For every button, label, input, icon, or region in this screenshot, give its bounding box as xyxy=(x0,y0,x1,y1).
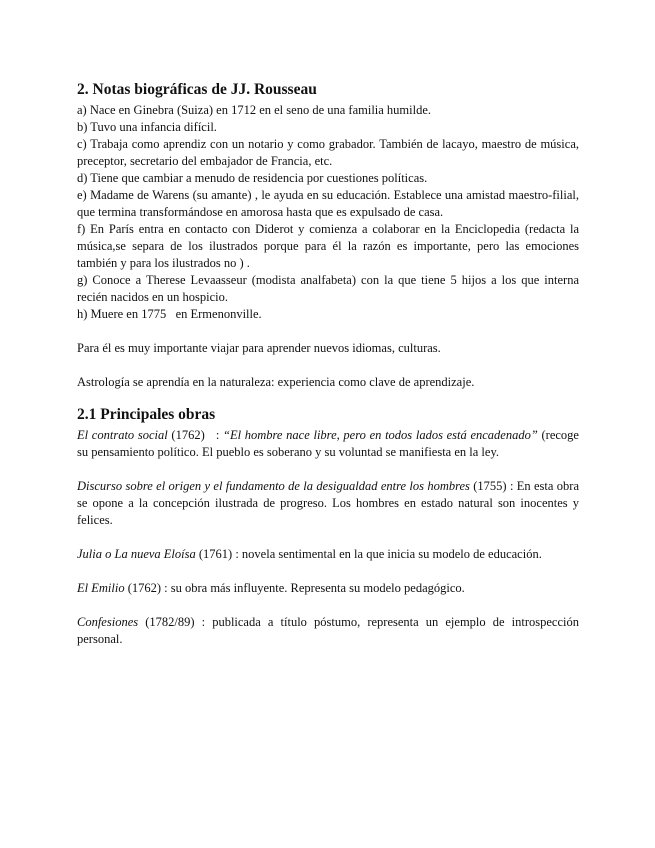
work-year: (1755) xyxy=(469,479,507,493)
bio-item-d: d) Tiene que cambiar a menudo de residencia por cuestiones políticas. xyxy=(77,171,428,185)
work-emilio xyxy=(77,580,579,597)
section-heading-biography: 2. Notas biográficas de JJ. Rousseau xyxy=(77,81,317,98)
work-title: Confesiones xyxy=(77,615,139,629)
work-title: El Emilio xyxy=(77,581,125,595)
section-heading-works: 2.1 Principales obras xyxy=(77,406,216,423)
bio-item-e: e) Madame de Warens (su amante) , le ayuda en su educación. Establece una amistad maestro-filial, que termina transformándose en amorosa hasta que es expulsado de casa. xyxy=(77,188,579,219)
bio-item-g: g) Conoce a Therese Levaasseur (modista analfabeta) con la que tiene 5 hijos a los que interna recién nacidos en un hospicio. xyxy=(77,273,579,304)
work-title: Julia o La nueva Eloísa xyxy=(77,547,196,561)
work-title: El contrato social xyxy=(77,428,168,442)
work-title: Discurso sobre el origen y el fundamento de la desigualdad entre los hombres xyxy=(77,479,470,493)
work-year: (1761) xyxy=(195,547,233,561)
note-astrology: Astrología se aprendía en la naturaleza: experiencia como clave de aprendizaje. xyxy=(77,375,475,389)
work-desc: : novela sentimental en la que inicia su modelo de educación. xyxy=(232,547,542,561)
work-desc: (recoge su pensamiento político. El pueblo es soberano y su voluntad se manifiesta en la ley. xyxy=(77,428,583,459)
work-quote: “El hombre nace libre, pero en todos lados está encadenado” xyxy=(223,428,538,442)
bio-item-h: h) Muere en 1775 en Ermenonville. xyxy=(77,307,262,321)
work-discurso xyxy=(77,478,579,529)
work-desc: : publicada a título póstumo, representa un ejemplo de introspección personal. xyxy=(77,615,579,646)
work-year: (1762) : xyxy=(167,428,223,442)
work-year: (1762) xyxy=(124,581,162,595)
work-desc: : su obra más influyente. Representa su modelo pedagógico. xyxy=(161,581,465,595)
bio-item-b: b) Tuvo una infancia difícil. xyxy=(77,120,217,134)
note-travel: Para él es muy importante viajar para aprender nuevos idiomas, culturas. xyxy=(77,341,441,355)
work-year: (1782/89) xyxy=(138,615,195,629)
bio-item-f: f) En París entra en contacto con Diderot y comienza a colaborar en la Enciclopedia (redacta la música,se separa de los ilustrados porque para él la razón es importante, pero las emociones también y para los ilustrados no ) . xyxy=(77,222,579,270)
work-julia xyxy=(77,546,579,563)
bio-item-a: a) Nace en Ginebra (Suiza) en 1712 en el seno de una familia humilde. xyxy=(77,103,432,117)
work-desc: : En esta obra se opone a la concepción ilustrada de progreso. Los hombres en estado natural son inocentes y felices. xyxy=(77,479,580,527)
work-confesiones xyxy=(77,614,579,648)
work-contrato-social xyxy=(77,427,583,461)
bio-item-c: c) Trabaja como aprendiz con un notario y como grabador. También de lacayo, maestro de música, preceptor, secretario del embajador de Francia, etc. xyxy=(77,137,579,168)
document-page xyxy=(77,80,583,648)
